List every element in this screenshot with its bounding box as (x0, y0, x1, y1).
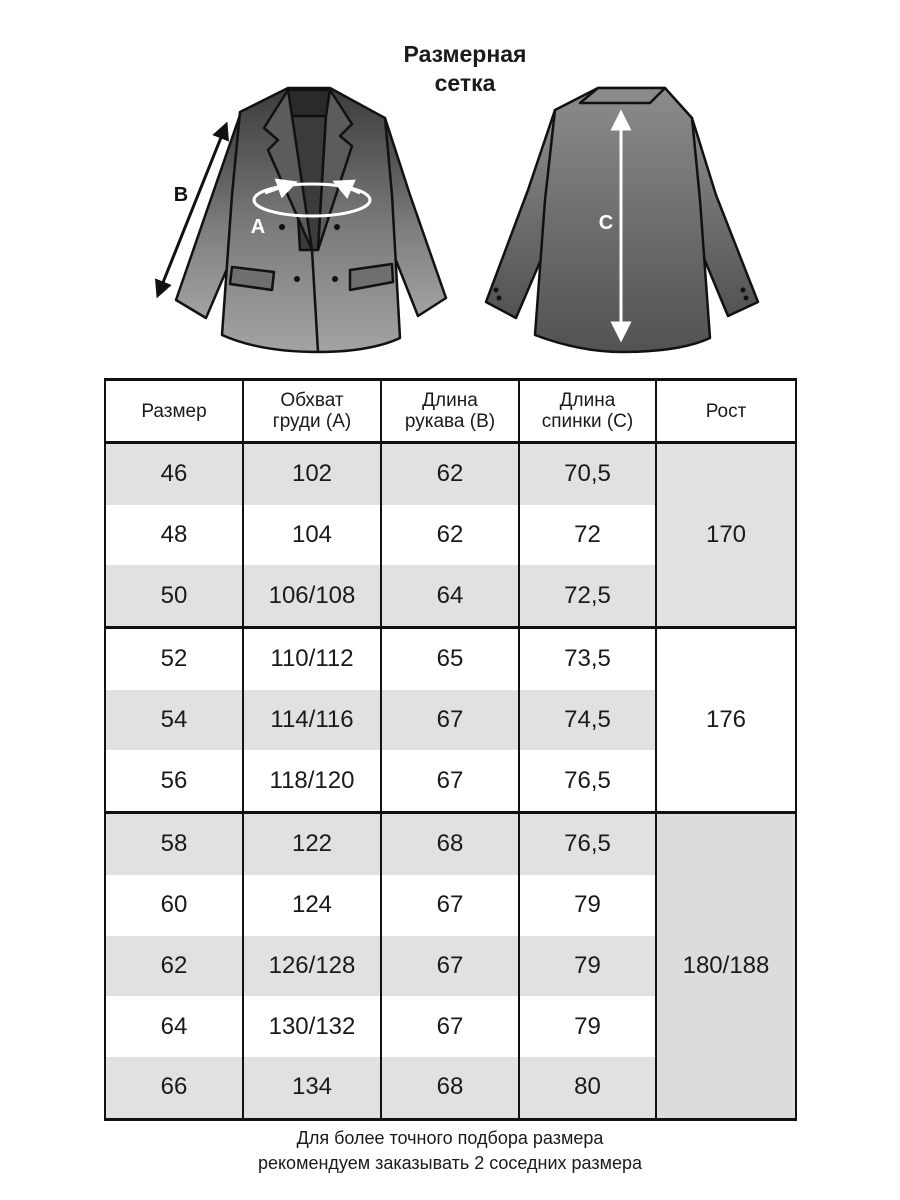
cell-chest: 114/116 (243, 690, 381, 751)
title-line-2: сетка (434, 70, 496, 96)
cell-back: 70,5 (519, 443, 656, 505)
footnote (150, 1126, 750, 1176)
header-height: Рост (656, 380, 796, 443)
table-row (105, 628, 796, 690)
cell-size: 60 (105, 875, 243, 936)
cell-back: 72 (519, 505, 656, 566)
jacket-illustration (0, 0, 900, 370)
cell-height: 170 (656, 443, 796, 628)
cell-chest: 122 (243, 813, 381, 875)
cell-chest: 124 (243, 875, 381, 936)
cell-size: 48 (105, 505, 243, 566)
cell-size: 46 (105, 443, 243, 505)
cell-chest: 126/128 (243, 936, 381, 997)
cell-back: 80 (519, 1057, 656, 1119)
jacket-front (173, 88, 446, 352)
cell-sleeve: 65 (381, 628, 519, 690)
footnote-line-1: Для более точного подбора размера (296, 1128, 604, 1148)
cell-sleeve: 67 (381, 750, 519, 812)
cell-height: 176 (656, 628, 796, 813)
header-sleeve: Длина рукава (B) (381, 380, 519, 443)
cell-sleeve: 67 (381, 690, 519, 751)
cell-chest: 110/112 (243, 628, 381, 690)
cell-sleeve: 62 (381, 443, 519, 505)
cell-chest: 104 (243, 505, 381, 566)
cell-sleeve: 68 (381, 813, 519, 875)
cell-size: 56 (105, 750, 243, 812)
footnote-line-2: рекомендуем заказывать 2 соседних размера (257, 1153, 643, 1173)
cell-sleeve: 64 (381, 565, 519, 627)
measure-label-a: A (250, 216, 266, 238)
cell-chest: 106/108 (243, 565, 381, 627)
measure-label-b: B (173, 184, 189, 206)
cell-back: 74,5 (519, 690, 656, 751)
cell-back: 79 (519, 996, 656, 1057)
cell-height: 180/188 (656, 813, 796, 1119)
cell-chest: 118/120 (243, 750, 381, 812)
cell-back: 79 (519, 875, 656, 936)
cell-back: 72,5 (519, 565, 656, 627)
table-row (105, 813, 796, 875)
cell-back: 79 (519, 936, 656, 997)
measure-label-c: C (598, 212, 614, 234)
cell-size: 58 (105, 813, 243, 875)
cell-back: 76,5 (519, 750, 656, 812)
cell-back: 76,5 (519, 813, 656, 875)
cell-size: 64 (105, 996, 243, 1057)
cell-chest: 130/132 (243, 996, 381, 1057)
title-line-1: Размерная (403, 41, 527, 67)
cell-sleeve: 67 (381, 875, 519, 936)
cell-sleeve: 67 (381, 996, 519, 1057)
cell-size: 62 (105, 936, 243, 997)
cell-sleeve: 68 (381, 1057, 519, 1119)
cell-back: 73,5 (519, 628, 656, 690)
cell-size: 50 (105, 565, 243, 627)
table-header-row (105, 380, 796, 443)
cell-size: 54 (105, 690, 243, 751)
cell-sleeve: 67 (381, 936, 519, 997)
cell-chest: 102 (243, 443, 381, 505)
cell-size: 52 (105, 628, 243, 690)
header-size: Размер (105, 380, 243, 443)
size-table (104, 378, 797, 1121)
header-chest: Обхват груди (A) (243, 380, 381, 443)
cell-chest: 134 (243, 1057, 381, 1119)
header-back: Длина спинки (C) (519, 380, 656, 443)
cell-sleeve: 62 (381, 505, 519, 566)
table-row (105, 443, 796, 505)
cell-size: 66 (105, 1057, 243, 1119)
